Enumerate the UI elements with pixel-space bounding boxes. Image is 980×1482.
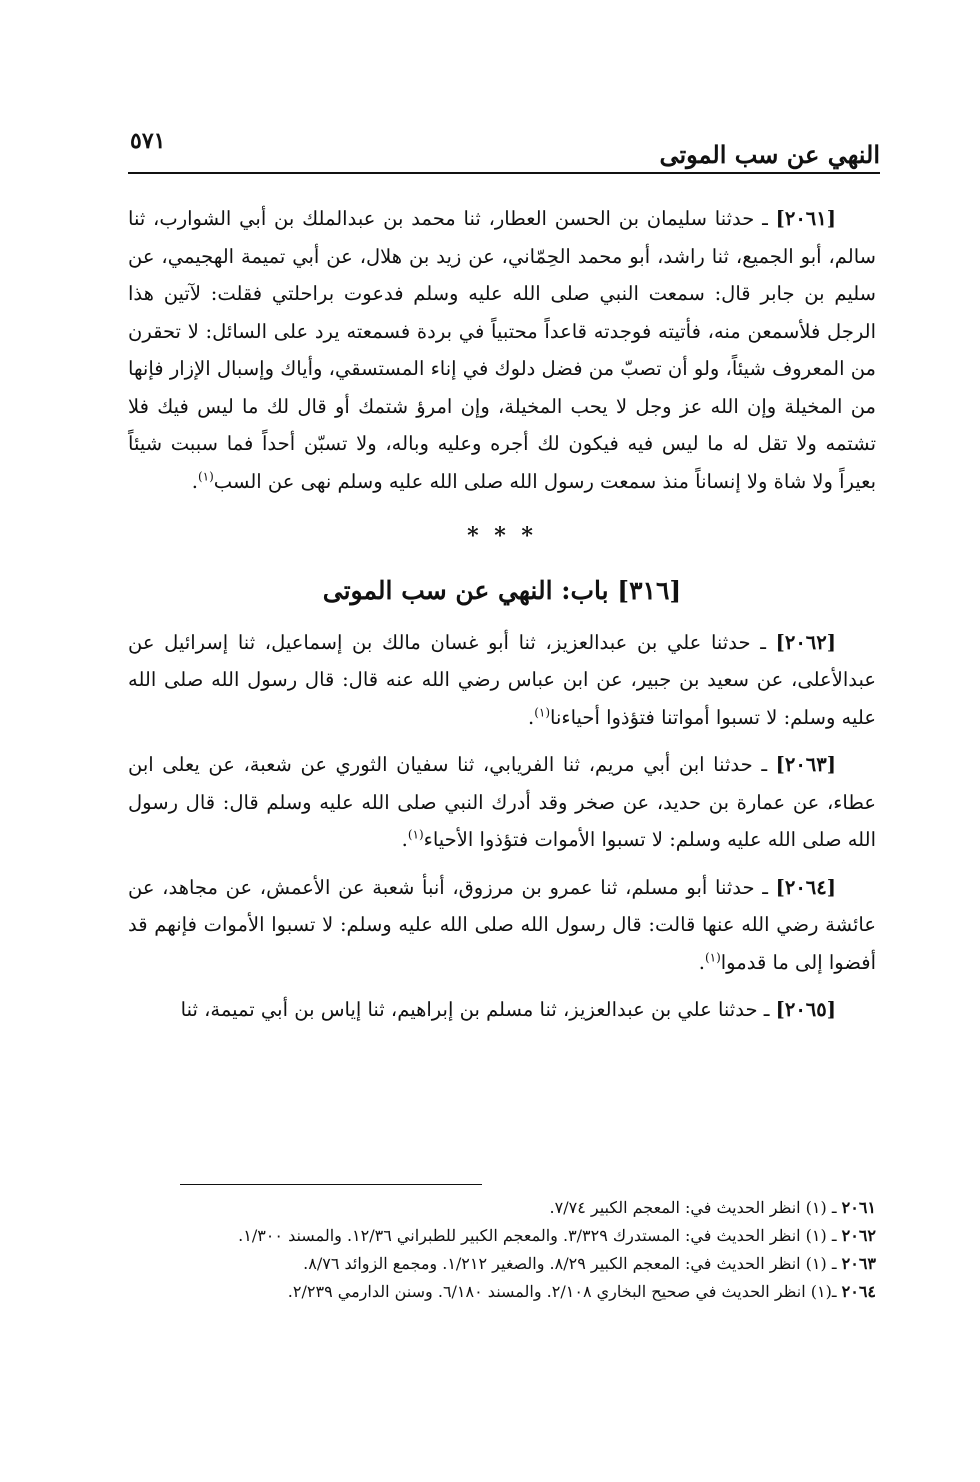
section-divider: * * * <box>467 523 537 549</box>
paragraph-end: . <box>401 828 408 851</box>
body-text <box>128 200 876 1029</box>
hadith-paragraph-2061 <box>128 200 876 500</box>
footnote-2062 <box>128 1222 876 1250</box>
footnote-text: ـ (١) انظر الحديث في: المستدرك ٣/٣٢٩. والمعجم الكبير للطبراني ١٢/٣٦. والمسند ١/٣٠٠. <box>238 1226 842 1245</box>
hadith-paragraph-2062 <box>128 624 876 737</box>
hadith-number: [٢٠٦٥] <box>775 998 836 1021</box>
footnotes <box>128 1194 876 1306</box>
hadith-paragraph-2065 <box>128 991 876 1029</box>
hadith-text: ـ حدثنا علي بن عبدالعزيز، ثنا أبو غسان مالك بن إسماعيل، ثنا إسرائيل عن عبدالأعلى، عن سعيد بن جبير، عن ابن عباس رضي الله عنه قال: قال رسول الله صلى الله عليه وسلم: لا تسبوا أمواتنا فتؤذوا أحياءنا <box>128 630 876 729</box>
hadith-number: [٢٠٦٤] <box>775 875 836 899</box>
hadith-number: [٢٠٦٣] <box>775 753 836 776</box>
footnote-ref: (١) <box>407 827 424 842</box>
hadith-text: ـ حدثنا سليمان بن الحسن العطار، ثنا محمد بن عبدالملك بن أبي الشوارب، ثنا سالم، أبو الجميع، ثنا راشد، أبو محمد الحِمّاني، عن زيد بن هلال، عن أبي تميمة الهجيمي، عن سليم بن جابر قال: سمعت النبي صلى الله عليه وسلم فدعوت براحلتي فقلت: لآتين هذا الرجل فلأسمعن منه، فأتيته فوجدته قاعداً محتبياً في بردة فسمعته يرد على السائل: لا تحقرن من المعروف شيئاً، ولو أن تصبّ من فضل دلوك في إناء المستسقي، وأياك وإسبال الإزار فإنها من المخيلة وإن الله عز وجل لا يحب المخيلة، وإن امرؤ شتمك أو قال لك ما ليس فيك فلا تشتمه ولا تقل له ما ليس فيه فيكون لك أجره وعليه وباله، ولا تسبّن أحداً فما سببت شيئاً بعيراً ولا شاة ولا إنساناً منذ سمعت رسول الله صلى الله عليه وسلم نهى عن السب <box>128 207 876 493</box>
hadith-text: ـ حدثنا علي بن عبدالعزيز، ثنا مسلم بن إبراهيم، ثنا إياس بن أبي تميمة، ثنا <box>180 998 776 1021</box>
footnote-ref: (١) <box>534 705 551 719</box>
footnote-ref: (١) <box>704 950 721 964</box>
page-header <box>128 126 880 174</box>
footnote-text: ـ (١) انظر الحديث في: المعجم الكبير ٧/٧٤. <box>549 1198 842 1217</box>
hadith-number: [٢٠٦١] <box>775 207 836 230</box>
running-title: النهي عن سب الموتى <box>659 140 880 169</box>
footnote-2063 <box>128 1250 876 1278</box>
paragraph-end: . <box>528 705 535 729</box>
hadith-paragraph-2064 <box>128 869 876 982</box>
footnote-number: ٢٠٦٣ <box>841 1254 876 1273</box>
hadith-text: ـ حدثنا أبو مسلم، ثنا عمرو بن مرزوق، أنبأ شعبة عن الأعمش، عن مجاهد، عن عائشة رضي الله عنها قالت: قال رسول الله صلى الله عليه وسلم: لا تسبوا الأموات فإنهم قد أفضوا إلى ما قدموا <box>128 875 876 974</box>
footnote-separator <box>180 1184 482 1185</box>
footnote-number: ٢٠٦٤ <box>841 1282 876 1301</box>
footnote-text: ـ(١) انظر الحديث في صحيح البخاري ٢/١٠٨. والمسند ٦/١٨٠. وسنن الدارمي ٢/٢٣٩. <box>287 1282 842 1301</box>
footnote-text: ـ (١) انظر الحديث في: المعجم الكبير ٨/٢٩. والصغير ١/٢١٢. ومجمع الزوائد ٨/٧٦. <box>303 1254 842 1273</box>
paragraph-end: . <box>191 469 198 493</box>
chapter-heading: [٣١٦] باب: النهي عن سب الموتى <box>322 575 682 605</box>
page-number: ٥٧١ <box>130 128 166 154</box>
hadith-paragraph-2063 <box>128 746 876 859</box>
footnote-number: ٢٠٦٢ <box>841 1226 876 1245</box>
footnote-ref: (١) <box>197 469 214 483</box>
footnote-2064 <box>128 1278 876 1306</box>
hadith-number: [٢٠٦٢] <box>775 630 836 654</box>
footnote-number: ٢٠٦١ <box>841 1198 876 1217</box>
footnote-2061 <box>128 1194 876 1222</box>
hadith-text: ـ حدثنا ابن أبي مريم، ثنا الفريابي، ثنا سفيان الثوري عن شعبة، عن يعلى ابن عطاء، عن عمارة بن حديد، عن صخر وقد أدرك النبي صلى الله عليه وسلم قال: قال رسول الله صلى الله عليه وسلم: لا تسبوا الأموات فتؤذوا الأحياء <box>128 753 876 851</box>
paragraph-end: . <box>698 950 705 974</box>
